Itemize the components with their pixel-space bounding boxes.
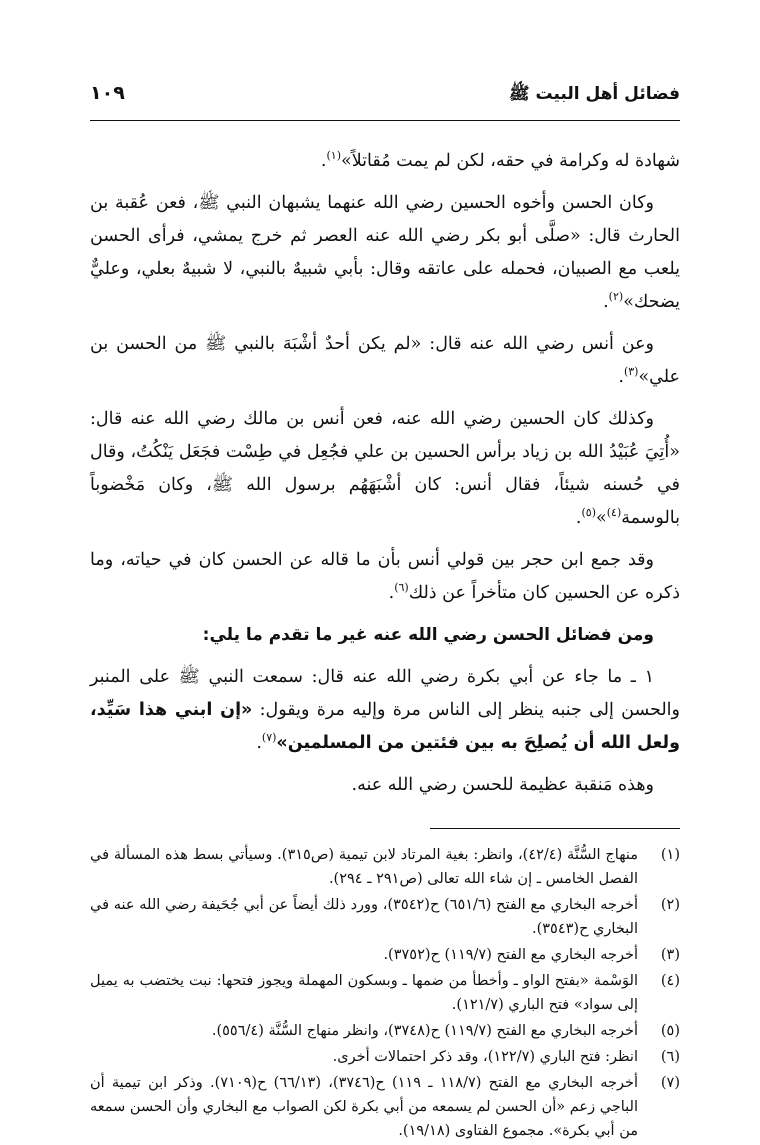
- footnote-number: (٦): [660, 1049, 680, 1065]
- paragraph-2-text: وكان الحسن وأخوه الحسين رضي الله عنهما يشبهان النبي ﷺ، فعن عُقبة بن الحارث قال: «صلَّى أبو بكر رضي الله عنه العصر ثم خرج يمشي، فرأى الحسن يلعب مع الصبيان، فحمله على عاتقه وقال: بأبي شبيهٌ بالنبي، لا شبيهٌ بعلي، وعليٌّ يضحك»: [90, 193, 680, 312]
- running-title: فضائل أهل البيت ﷺ: [509, 84, 680, 104]
- footnote-text: الوَسْمة «بفتح الواو ـ وأخطأ من ضمها ـ وبسكون المهملة ويجوز فتحها: نبت يختضب به يميل إلى سواد» فتح الباري (١٢١/٧).: [90, 973, 638, 1013]
- footnote-ref-5[interactable]: (٥): [581, 506, 597, 520]
- paragraph-6: ١ ـ ما جاء عن أبي بكرة رضي الله عنه قال: سمعت النبي ﷺ على المنبر والحسن إلى جنبه ينظر إلى الناس مرة وإليه مرة ويقول: «إن ابني هذا سَيِّد، ولعل الله أن يُصلِحَ به بين فئتين من المسلمين»$^{(٧)}$.: [90, 667, 680, 753]
- footnote-number: (١): [660, 847, 680, 863]
- footnote-7: [90, 1071, 680, 1143]
- paragraph-6-text: ١ ـ ما جاء عن أبي بكرة رضي الله عنه قال: سمعت النبي ﷺ على المنبر والحسن إلى جنبه ينظر إلى الناس مرة وإليه مرة ويقول:: [90, 667, 680, 720]
- footnotes: [90, 843, 680, 1143]
- footnote-ref-6[interactable]: (٦): [394, 581, 409, 595]
- footnote-ref-7[interactable]: (٧): [261, 731, 277, 745]
- footnote-2: [90, 893, 680, 941]
- footnote-3: [90, 943, 680, 967]
- body-text: [90, 145, 680, 802]
- footnote-text: أخرجه البخاري مع الفتح (١١٩/٧) ح(٣٧٤٨)، وانظر منهاج السُّنَّة (٥٥٦/٤).: [211, 1023, 638, 1039]
- paragraph-4-text: وكذلك كان الحسين رضي الله عنه، فعن أنس بن مالك رضي الله عنه قال: «أُتِيَ عُبَيْدُ الله بن زياد برأس الحسين بن علي فجُعِل في طِسْت فجَعَل يَنْكُتُ، وقال في حُسنه شيئاً، فقال أنس: كان أشْبَهَهُم برسول الله ﷺ، وكان مَخْضوباً بالوسمة: [90, 409, 680, 528]
- footnote-number: (٢): [660, 897, 680, 913]
- footnote-text: انظر: فتح الباري (١٢٢/٧)، وقد ذكر احتمالات أخرى.: [332, 1049, 638, 1065]
- footnote-ref-4[interactable]: (٤): [606, 506, 622, 520]
- section-heading: ومن فضائل الحسن رضي الله عنه غير ما تقدم ما يلي:: [202, 625, 654, 645]
- footnote-ref-2[interactable]: (٢): [608, 290, 624, 304]
- book-page: [90, 82, 680, 1145]
- footnote-ref-3[interactable]: (٣): [623, 365, 639, 379]
- footnote-text: منهاج السُّنَّة (٤٢/٤)، وانظر: بغية المرتاد لابن تيمية (ص٣١٥). وسيأتي بسط هذه المسألة في الفصل الخامس ـ إن شاء الله تعالى (ص٢٩١ ـ ٢٩٤).: [90, 847, 639, 887]
- paragraph-1-text: شهادة له وكرامة في حقه، لكن لم يمت مُقاتلاً»: [341, 151, 680, 171]
- footnote-5: [90, 1019, 680, 1043]
- footnote-text: أخرجه البخاري مع الفتح (١١٩/٧) ح(٣٧٥٢).: [383, 947, 638, 963]
- footnote-ref-1[interactable]: (١): [326, 149, 341, 163]
- paragraph-2: وكان الحسن وأخوه الحسين رضي الله عنهما يشبهان النبي ﷺ، فعن عُقبة بن الحارث قال: «صلَّى أبو بكر رضي الله عنه العصر ثم خرج يمشي، فرأى الحسن يلعب مع الصبيان، فحمله على عاتقه وقال: بأبي شبيهٌ بالنبي، لا شبيهٌ بعلي، وعليٌّ يضحك»$^{(٢)}$.: [90, 193, 680, 312]
- running-head: [90, 82, 680, 121]
- footnote-number: (٥): [660, 1023, 680, 1039]
- footnote-number: (٣): [660, 947, 680, 963]
- paragraph-5-text: وقد جمع ابن حجر بين قولي أنس بأن ما قاله عن الحسن كان في حياته، وما ذكره عن الحسين كان متأخراً عن ذلك: [90, 550, 680, 603]
- footnote-6: [90, 1045, 680, 1069]
- footnote-1: [90, 843, 680, 891]
- paragraph-1: شهادة له وكرامة في حقه، لكن لم يمت مُقاتلاً»$^{(١)}$.: [320, 149, 680, 171]
- footnote-text: أخرجه البخاري مع الفتح (١١٨/٧ ـ ١١٩) ح(٣٧٤٦)، (٦٦/١٣) ح(٧١٠٩). وذكر ابن تيمية أن الباجي زعم «أن الحسن لم يسمعه من أبي بكرة لكن الصواب مع البخاري وأن الحسن سمعه من أبي بكرة». مجموع الفتاوى (١٩/١٨).: [90, 1075, 638, 1139]
- paragraph-5: وقد جمع ابن حجر بين قولي أنس بأن ما قاله عن الحسن كان في حياته، وما ذكره عن الحسين كان متأخراً عن ذلك$^{(٦)}$.: [90, 550, 680, 603]
- page-number: ١٠٩: [90, 82, 125, 104]
- paragraph-7: وهذه مَنقبة عظيمة للحسن رضي الله عنه.: [351, 775, 654, 795]
- footnote-4: [90, 969, 680, 1017]
- footnote-number: (٤): [660, 973, 680, 989]
- paragraph-3: وعن أنس رضي الله عنه قال: «لم يكن أحدٌ أشْبَهَ بالنبي ﷺ من الحسن بن علي»$^{(٣)}$.: [90, 334, 680, 387]
- footnote-number: (٧): [660, 1075, 680, 1091]
- paragraph-3-text: وعن أنس رضي الله عنه قال: «لم يكن أحدٌ أشْبَهَ بالنبي ﷺ من الحسن بن علي»: [90, 334, 680, 387]
- footnote-divider: [430, 828, 680, 829]
- hadith-quote: «إن ابني هذا سَيِّد، ولعل الله أن يُصلِحَ به بين فئتين من المسلمين»: [90, 700, 680, 753]
- paragraph-4: وكذلك كان الحسين رضي الله عنه، فعن أنس بن مالك رضي الله عنه قال: «أُتِيَ عُبَيْدُ الله بن زياد برأس الحسين بن علي فجُعِل في طِسْت فجَعَل يَنْكُتُ، وقال في حُسنه شيئاً، فقال أنس: كان أشْبَهَهُم برسول الله ﷺ، وكان مَخْضوباً بالوسمة$^{(٤)}$»$^{(٥)}$.: [90, 409, 680, 528]
- footnote-text: أخرجه البخاري مع الفتح (٦٥١/٦) ح(٣٥٤٢)، وورد ذلك أيضاً عن أبي جُحَيفة رضي الله عنه في البخاري ح(٣٥٤٣).: [90, 897, 638, 937]
